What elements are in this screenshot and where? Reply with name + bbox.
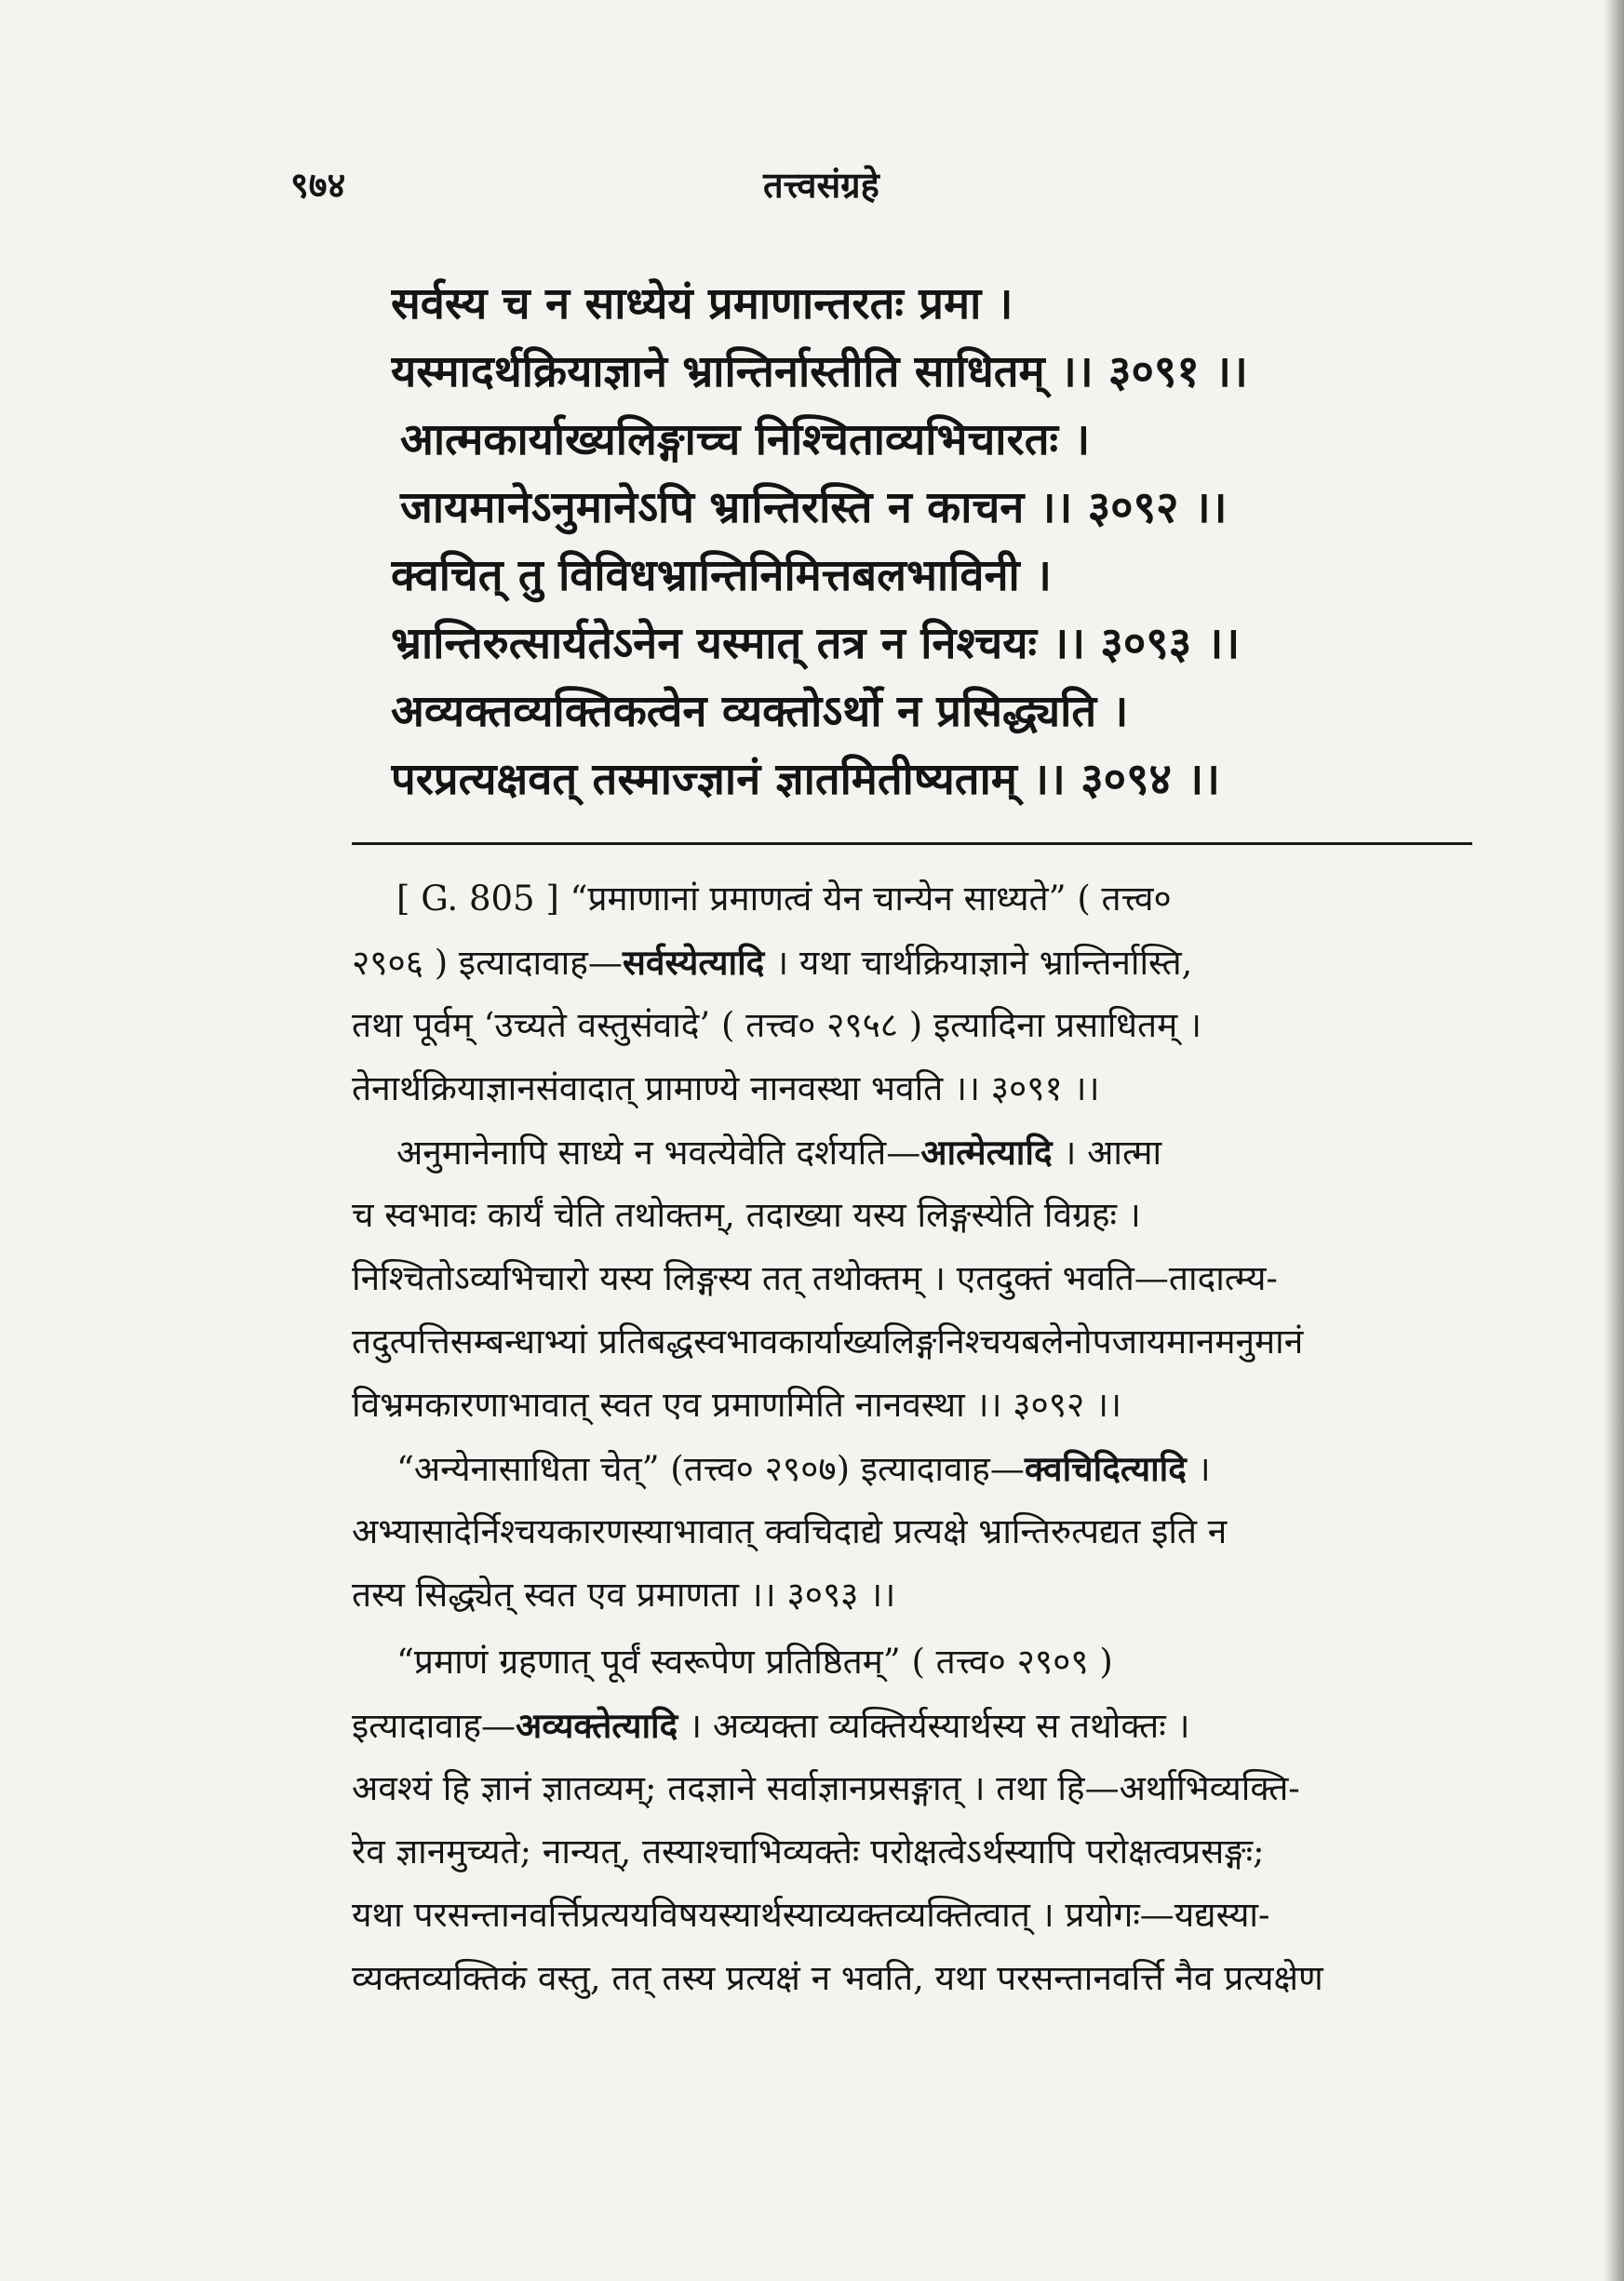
commentary-text: । bbox=[1186, 1449, 1211, 1489]
verse-line: जायमानेऽनुमानेऽपि भ्रान्तिरस्ति न काचन ।। ३०९२ ।। bbox=[400, 482, 1228, 533]
commentary-line bbox=[352, 1057, 1472, 1120]
verse-line: सर्वस्य च न साध्येयं प्रमाणान्तरतः प्रमा । bbox=[391, 278, 1013, 329]
verse-line: भ्रान्तिरुत्सार्यतेऽनेन यस्मात् तत्र न निश्चयः ।। ३०९३ ।। bbox=[391, 618, 1241, 669]
commentary-text: अवश्यं हि ज्ञानं ज्ञातव्यम्; तदज्ञाने सर्वाज्ञानप्रसङ्गात् । तथा हि—अर्थाभिव्यक्ति- bbox=[352, 1768, 1300, 1808]
commentary-text: तस्य सिद्ध्येत् स्वत एव प्रमाणता ।। ३०९३ ।। bbox=[352, 1575, 896, 1615]
verse-line: यस्मादर्थक्रियाज्ञाने भ्रान्तिर्नास्तीति साधितम् ।। ३०९१ ।। bbox=[391, 346, 1248, 397]
commentary-line bbox=[352, 1694, 1472, 1757]
pratika-keyword: आत्मेत्यादि bbox=[920, 1132, 1053, 1173]
commentary-text: “प्रमाणं ग्रहणात् पूर्वं स्वरूपेण प्रतिष्ठितम्” ( तत्त्व० २९०९ ) bbox=[396, 1642, 1113, 1682]
commentary-text: निश्चितोऽव्यभिचारो यस्य लिङ्गस्य तत् तथोक्तम् । एतदुक्तं भवति—तादात्म्य- bbox=[352, 1258, 1278, 1298]
page-number: ९७४ bbox=[290, 164, 346, 206]
commentary-text: [ G. 805 ] “प्रमाणानां प्रमाणत्वं येन चान्येन साध्यते” ( तत्त्व० bbox=[396, 879, 1172, 919]
scan-edge bbox=[1604, 0, 1624, 2281]
commentary-text: तथा पूर्वम् ‘उच्यते वस्तुसंवादे’ ( तत्त्व० २९५८ ) इत्यादिना प्रसाधितम् । bbox=[352, 1005, 1202, 1045]
commentary-text: । अव्यक्ता व्यक्तिर्यस्यार्थस्य स तथोक्तः । bbox=[678, 1706, 1190, 1746]
pratika-keyword: सर्वस्येत्यादि bbox=[622, 942, 765, 983]
commentary-line bbox=[352, 1310, 1472, 1374]
commentary-line bbox=[352, 1757, 1472, 1820]
commentary-text: २९०६ ) इत्यादावाह— bbox=[352, 943, 623, 983]
commentary-text: अनुमानेनापि साध्ये न भवत्येवेति दर्शयति— bbox=[396, 1133, 921, 1173]
commentary-text: च स्वभावः कार्यं चेति तथोक्तम्, तदाख्या यस्य लिङ्गस्येति विग्रहः । bbox=[352, 1195, 1141, 1235]
running-title: तत्त्वसंग्रहे bbox=[763, 164, 879, 206]
commentary-block bbox=[352, 867, 1472, 2010]
verse-line: परप्रत्यक्षवत् तस्माज्ज्ञानं ज्ञातमितीष्यताम् ।। ३०९४ ।। bbox=[391, 754, 1220, 805]
commentary-line bbox=[352, 1947, 1472, 2010]
commentary-text: तदुत्पत्तिसम्बन्धाभ्यां प्रतिबद्धस्वभावकार्याख्यलिङ्गनिश्चयबलेनोपजायमानमनुमानं bbox=[352, 1322, 1304, 1362]
commentary-text: विभ्रमकारणाभावात् स्वत एव प्रमाणमिति नानवस्था ।। ३०९२ ।। bbox=[352, 1385, 1122, 1425]
commentary-text: “अन्येनासाधिता चेत्” (तत्त्व० २९०७) इत्यादावाह— bbox=[396, 1449, 1025, 1489]
commentary-line bbox=[352, 1820, 1472, 1884]
commentary-line bbox=[352, 994, 1472, 1057]
commentary-text: इत्यादावाह— bbox=[352, 1706, 516, 1746]
commentary-text: । यथा चार्थक्रियाज्ञाने भ्रान्तिर्नास्ति, bbox=[764, 943, 1193, 983]
commentary-line bbox=[352, 1563, 1472, 1627]
verse-block bbox=[391, 270, 1470, 813]
commentary-line bbox=[352, 1120, 1472, 1184]
commentary-line bbox=[352, 1184, 1472, 1247]
pratika-keyword: क्वचिदित्यादि bbox=[1024, 1448, 1187, 1489]
commentary-text: अभ्यासादेर्निश्चयकारणस्याभावात् क्वचिदाद्ये प्रत्यक्षे भ्रान्तिरुत्पद्यत इति न bbox=[352, 1511, 1228, 1551]
commentary-text: तेनार्थक्रियाज्ञानसंवादात् प्रामाण्ये नानवस्था भवति ।। ३०९१ ।। bbox=[352, 1068, 1100, 1108]
commentary-line bbox=[352, 1437, 1472, 1500]
commentary-line bbox=[352, 1630, 1472, 1694]
commentary-text: यथा परसन्तानवर्त्तिप्रत्ययविषयस्यार्थस्याव्यक्तव्यक्तित्वात् । प्रयोगः—यद्यस्या- bbox=[352, 1895, 1270, 1935]
commentary-line bbox=[352, 931, 1472, 994]
section-divider bbox=[352, 842, 1472, 845]
verse-line: आत्मकार्याख्यलिङ्गाच्च निश्चिताव्यभिचारतः । bbox=[400, 414, 1091, 465]
commentary-text: व्यक्तव्यक्तिकं वस्तु, तत् तस्य प्रत्यक्षं न भवति, यथा परसन्तानवर्त्ति नैव प्रत्यक्षेण bbox=[352, 1958, 1323, 1998]
commentary-line bbox=[352, 1374, 1472, 1437]
commentary-text: रेव ज्ञानमुच्यते; नान्यत्, तस्याश्चाभिव्यक्तेः परोक्षत्वेऽर्थस्यापि परोक्षत्वप्रसङ्गः; bbox=[352, 1832, 1265, 1872]
commentary-text: । आत्मा bbox=[1052, 1133, 1162, 1173]
commentary-line bbox=[352, 1500, 1472, 1563]
pratika-keyword: अव्यक्तेत्यादि bbox=[515, 1705, 678, 1746]
commentary-line bbox=[352, 867, 1472, 931]
verse-line: क्वचित् तु विविधभ्रान्तिनिमित्तबलभाविनी । bbox=[391, 550, 1052, 601]
commentary-line bbox=[352, 1247, 1472, 1310]
verse-line: अव्यक्तव्यक्तिकत्वेन व्यक्तोऽर्थो न प्रसिद्ध्यति । bbox=[391, 686, 1129, 737]
commentary-line bbox=[352, 1884, 1472, 1947]
